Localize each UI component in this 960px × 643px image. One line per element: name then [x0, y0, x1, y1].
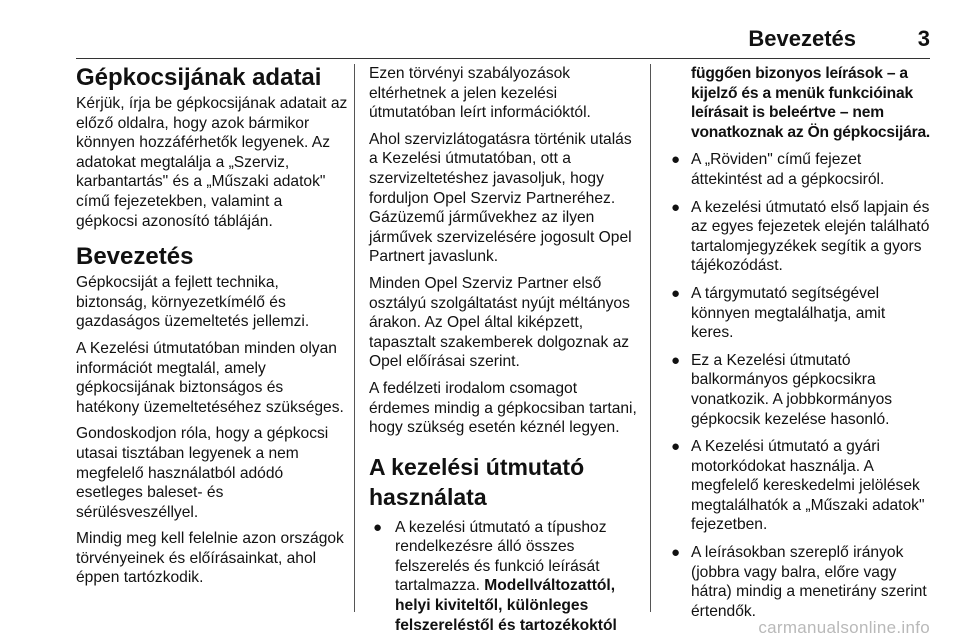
paragraph: Minden Opel Szerviz Partner első osztályú szolgáltatást nyújt méltányos árakon. Az Opel által kiképzett, tapasztalt szakemberek dolgoznak az Opel előírásai szerint.	[369, 274, 630, 371]
list-item	[669, 543, 931, 621]
paragraph: Gondoskodjon róla, hogy a gépkocsi utasai tisztában legyenek a nem megfelelő használatból adódó esetleges baleset- és sérülésveszéllyel.	[76, 425, 329, 521]
list-item	[669, 437, 931, 535]
list-item-text: A kezelési útmutató a típushoz rendelkezésre álló összes felszerelés és funkció leírását tartalmazza.	[395, 518, 607, 595]
list-item	[669, 150, 931, 189]
bullet-icon: ●	[373, 518, 383, 536]
paragraph: Ezen törvényi szabályozások eltérhetnek a jelen kezelési útmutatóban leírt információktól.	[369, 65, 591, 122]
list-item-text: Ez a Kezelési útmutató balkormányos gépkocsikra vonatkozik. A jobbkormányos gépkocsik kezelése hasonló.	[691, 351, 893, 428]
list-item-text: A „Röviden" című fejezet áttekintést ad a gépkocsiról.	[691, 151, 885, 188]
paragraph: Gépkocsiját a fejlett technika, biztonság, környezetkímélő és gazdaságos üzemeltetés jellemzi.	[76, 274, 310, 331]
column-3	[669, 64, 931, 629]
bullet-icon: ●	[671, 198, 681, 216]
bullet-icon: ●	[671, 544, 681, 562]
list-item-text: A leírásokban szereplő irányok (jobbra vagy balra, előre vagy hátra) mindig a menetirány szerint értendők.	[691, 544, 927, 620]
bullet-icon: ●	[671, 284, 681, 302]
bullet-icon: ●	[671, 438, 681, 456]
list-item	[669, 284, 931, 343]
section-heading-vehicle-data: Gépkocsijának adatai	[76, 64, 322, 91]
bullet-list	[369, 518, 641, 636]
column-1	[76, 64, 348, 595]
bullet-icon: ●	[671, 351, 681, 369]
list-item-text: A Kezelési útmutató a gyári motorkódokat használja. A megfelelő kereskedelmi jelölések megtalálhatók a „Műszaki adatok" fejezetben.	[691, 438, 925, 534]
list-item	[369, 518, 641, 636]
bullet-icon: ●	[671, 151, 681, 169]
column-divider-2	[650, 64, 651, 612]
column-2	[369, 64, 641, 643]
list-item-text: A kezelési útmutató első lapjain és az egyes fejezetek elején található tartalomjegyzékek segítik a gyors tájékozódást.	[691, 198, 930, 275]
section-heading-using-manual: A kezelési útmutató használata	[369, 453, 585, 510]
paragraph: A Kezelési útmutatóban minden olyan információt megtalál, amely gépkocsijának biztonságos és hatékony üzemeltetéséhez szükséges.	[76, 339, 344, 416]
page-number: 3	[917, 26, 930, 51]
paragraph: Ahol szervizlátogatásra történik utalás a Kezelési útmutatóban, ott a szervizeltetéshez javasoljuk, hogy forduljon Opel Szerviz Partneréhez. Gázüzemű járművekhez az ilyen járművek szervizelésére jogosult Opel Partnert javaslunk.	[369, 130, 632, 266]
paragraph: A fedélzeti irodalom csomagot érdemes mindig a gépkocsiban tartani, hogy szükség esetén kéznél legyen.	[369, 379, 637, 437]
section-heading-introduction: Bevezetés	[76, 243, 194, 271]
list-item	[669, 198, 931, 276]
header-divider	[76, 58, 930, 59]
column-divider-1	[354, 64, 355, 612]
list-item-text: A tárgymutató segítségével könnyen megtalálhatja, amit keres.	[691, 284, 886, 342]
continued-bold-text: függően bizonyos leírások – a kijelző és a menük funkcióinak leírásait is beleértve – nem vonatkoznak az Ön gépkocsijára.	[691, 65, 931, 141]
bullet-list	[669, 150, 931, 621]
paragraph: Kérjük, írja be gépkocsijának adatait az előző oldalra, hogy azok bármikor könnyen hozzáférhetők legyenek. Az adatokat megtalálja a „Szerviz, karbantartás" és a „Műszaki adatok" című fejezetekben, valamint a gépkocsi azonosító tábláján.	[76, 95, 348, 230]
paragraph: Mindig meg kell felelnie azon országok törvényeinek és előírásainkat, ahol éppen tartózkodik.	[76, 530, 344, 587]
list-item-bold-text: Modellváltozattól, helyi kiviteltől, különleges felszereléstől és tartozékoktól	[395, 577, 617, 634]
list-item	[669, 351, 931, 429]
watermark-text: carmanualsonline.info	[758, 618, 930, 637]
page-header	[0, 0, 960, 60]
chapter-title: Bevezetés	[748, 26, 856, 51]
